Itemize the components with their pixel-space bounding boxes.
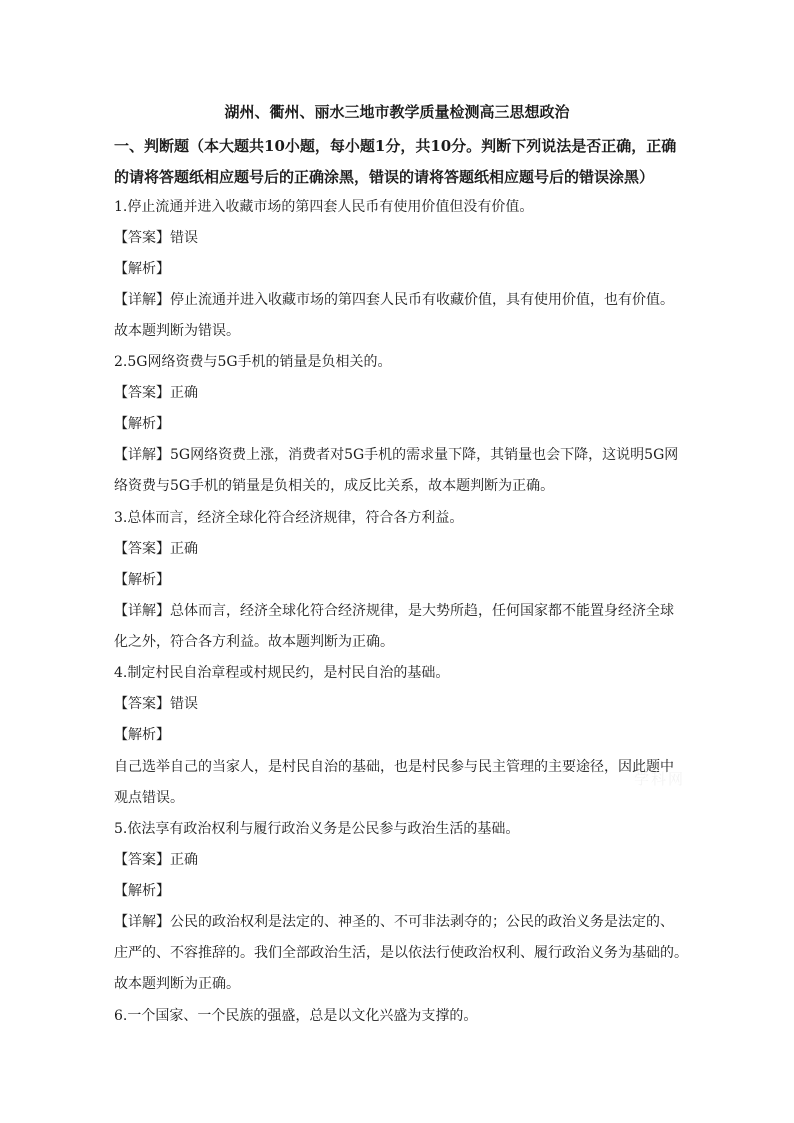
detail-text: 【详解】公民的政治权利是法定的、神圣的、不可非法剥夺的；公民的政治义务是法定的、 — [114, 914, 674, 930]
analysis-label: 【解析】 — [114, 727, 170, 743]
detail-text: 【详解】停止流通并进入收藏市场的第四套人民币有收藏价值，具有使用价值，也有价值。 — [114, 292, 674, 308]
answer-line: 【答案】错误 — [114, 696, 198, 712]
answer-line: 【答案】正确 — [114, 541, 198, 557]
detail-text: 故本题判断为正确。 — [114, 976, 240, 992]
question-text: 4.制定村民自治章程或村规民约，是村民自治的基础。 — [114, 665, 450, 681]
question-text: 3.总体而言，经济全球化符合经济规律，符合各方利益。 — [114, 510, 464, 526]
detail-text: 观点错误。 — [114, 790, 184, 806]
question-text: 2.5G网络资费与5G手机的销量是负相关的。 — [114, 354, 392, 370]
detail-text: 【详解】总体而言，经济全球化符合经济规律，是大势所趋，任何国家都不能置身经济全球 — [114, 603, 674, 619]
detail-text: 故本题判断为错误。 — [114, 323, 240, 339]
watermark: 学科网 — [634, 770, 686, 788]
document-title: 湖州、衢州、丽水三地市教学质量检测高三思想政治 — [224, 103, 570, 121]
answer-line: 【答案】错误 — [114, 230, 198, 246]
detail-text: 自己选举自己的当家人，是村民自治的基础，也是村民参与民主管理的主要途径，因此题中 — [114, 759, 674, 775]
question-text: 5.依法享有政治权利与履行政治义务是公民参与政治生活的基础。 — [114, 821, 520, 837]
detail-text: 【详解】5G网络资费上涨，消费者对5G手机的需求量下降，其销量也会下降，这说明5G网 — [114, 447, 679, 463]
detail-text: 化之外，符合各方利益。故本题判断为正确。 — [114, 634, 394, 650]
question-text: 6.一个国家、一个民族的强盛，总是以文化兴盛为支撑的。 — [114, 1008, 478, 1024]
detail-text: 络资费与5G手机的销量是负相关的，成反比关系，故本题判断为正确。 — [114, 478, 555, 494]
question-text: 1.停止流通并进入收藏市场的第四套人民币有使用价值但没有价值。 — [114, 199, 534, 215]
analysis-label: 【解析】 — [114, 883, 170, 899]
section-heading: 一、判断题（本大题共10小题，每小题1分，共10分。判断下列说法是否正确，正确的请将答题纸相应题号后的正确涂黑，错误的请将答题纸相应题号后的错误涂黑） — [114, 137, 677, 186]
analysis-label: 【解析】 — [114, 261, 170, 277]
analysis-label: 【解析】 — [114, 416, 170, 432]
analysis-label: 【解析】 — [114, 572, 170, 588]
answer-line: 【答案】正确 — [114, 385, 198, 401]
detail-text: 庄严的、不容推辞的。我们全部政治生活，是以依法行使政治权利、履行政治义务为基础的。 — [114, 945, 688, 961]
answer-line: 【答案】正确 — [114, 852, 198, 868]
